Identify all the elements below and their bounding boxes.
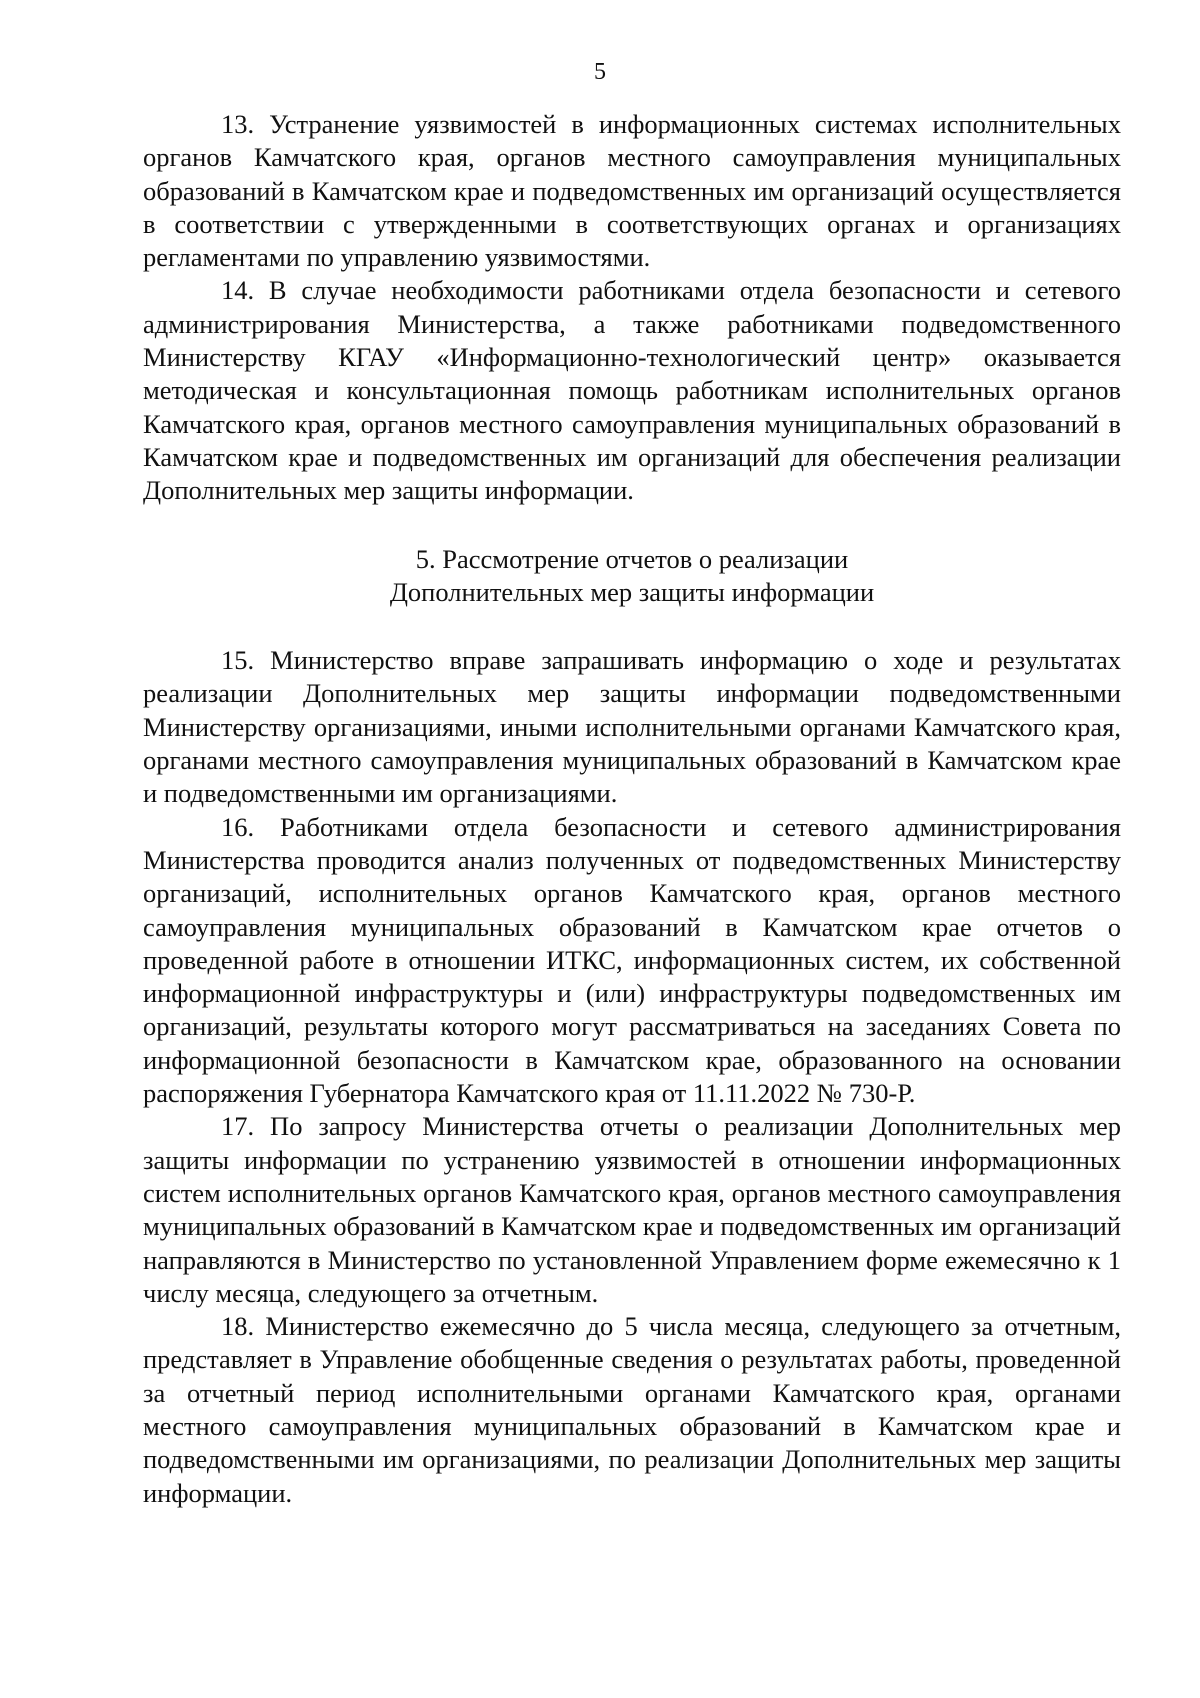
paragraph-16: 16. Работниками отдела безопасности и сетевого администрирования Министерства проводится анализ полученных от подведомственных Министерству организаций, исполнительных органов Камчатского края, органов местного самоуправления муниципальных образований в Камчатском крае отчетов о проведенной работе в отношении ИТКС, информационных систем, их собственной информационной инфраструктуры и (или) инфраструктуры подведомственных им организаций, результаты которого могут рассматриваться на заседаниях Совета по информационной безопасности в Камчатском крае, образованного на основании распоряжения Губернатора Камчатского края от 11.11.2022 № 730-Р. [143, 811, 1121, 1109]
section-heading [143, 543, 1121, 610]
section-heading-line-2: Дополнительных мер защиты информации [389, 576, 875, 607]
page-number: 5 [594, 59, 606, 85]
document-body [143, 108, 1121, 1510]
paragraph-17: 17. По запросу Министерства отчеты о реализации Дополнительных мер защиты информации по устранению уязвимостей в отношении информационных систем исполнительных органов Камчатского края, органов местного самоуправления муниципальных образований в Камчатском крае и подведомственных им организаций направляются в Министерство по установленной Управлением форме ежемесячно к 1 числу месяца, следующего за отчетным. [143, 1111, 1121, 1308]
paragraph-14: 14. В случае необходимости работниками отдела безопасности и сетевого администрирования Министерства, а также работниками подведомственного Министерству КГАУ «Информационно-технологический центр» оказывается методическая и консультационная помощь работникам исполнительных органов Камчатского края, органов местного самоуправления муниципальных образований в Камчатском крае и подведомственных им организаций для обеспечения реализации Дополнительных мер защиты информации. [143, 275, 1121, 506]
paragraph-15: 15. Министерство вправе запрашивать информацию о ходе и результатах реализации Дополнительных мер защиты информации подведомственными Министерству организациями, иными исполнительными органами Камчатского края, органами местного самоуправления муниципальных образований в Камчатском крае и подведомственными им организациями. [143, 645, 1121, 809]
section-heading-line-1: 5. Рассмотрение отчетов о реализации [415, 543, 849, 574]
paragraph-18: 18. Министерство ежемесячно до 5 числа месяца, следующего за отчетным, представляет в Управление обобщенные сведения о результатах работы, проведенной за отчетный период исполнительными органами Камчатского края, органами местного самоуправления муниципальных образований в Камчатском крае и подведомственными им организациями, по реализации Дополнительных мер защиты информации. [143, 1311, 1121, 1508]
paragraph-13: 13. Устранение уязвимостей в информационных системах исполнительных органов Камчатского края, органов местного самоуправления муниципальных образований в Камчатском крае и подведомственных им организаций осуществляется в соответствии с утвержденными в соответствующих органах и организациях регламентами по управлению уязвимостями. [143, 109, 1121, 273]
